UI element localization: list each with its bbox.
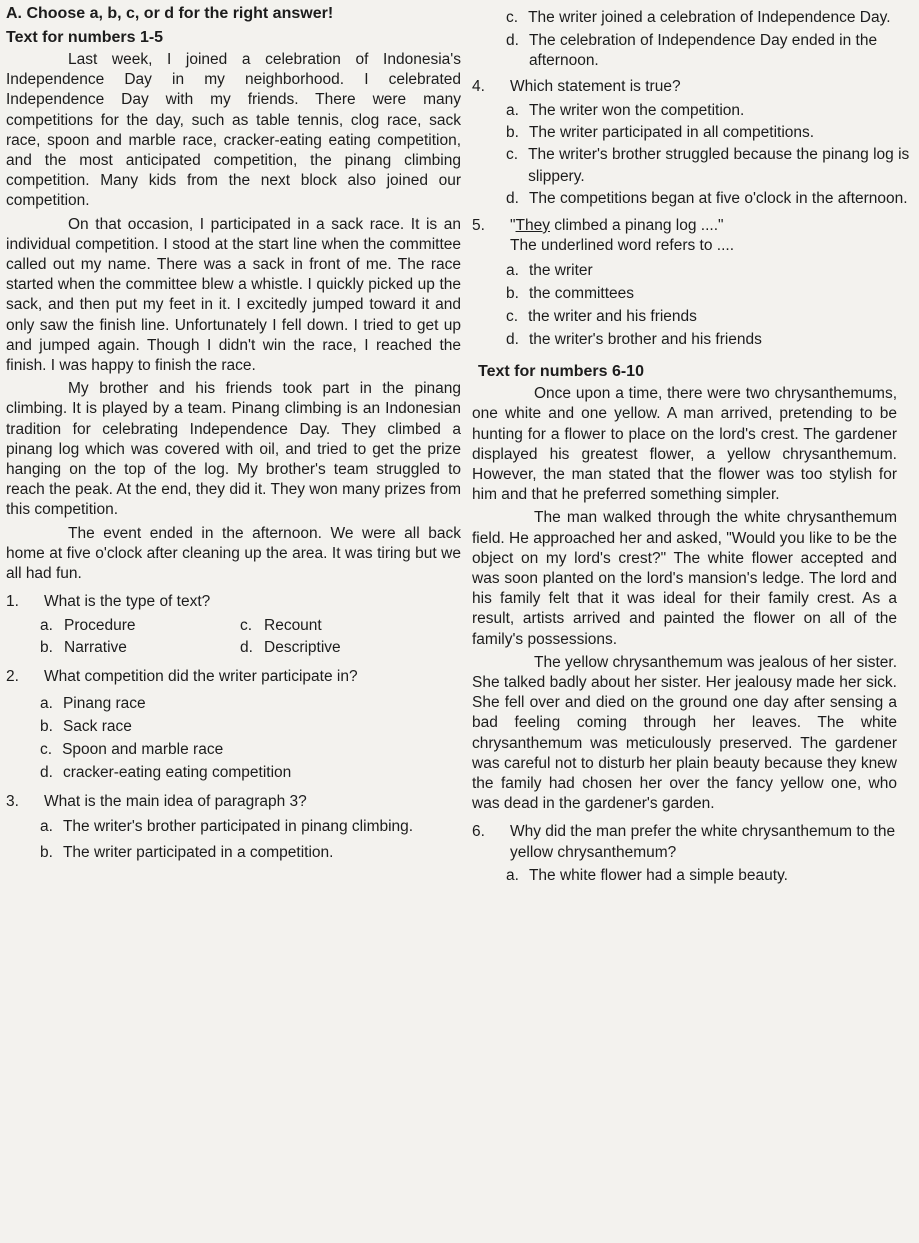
q5-option-c[interactable]: c. the writer and his friends — [506, 308, 697, 326]
q6-text: Why did the man prefer the white chrysanthemum to the yellow chrysanthemum? — [510, 823, 896, 861]
q1-option-b[interactable]: b. Narrative — [40, 639, 127, 657]
q5-option-d[interactable]: d. the writer's brother and his friends — [506, 331, 762, 349]
text1-paragraph-3: My brother and his friends took part in the pinang climbing. It is played by a team. Pinang climbing is an Indonesian tradition for celebrating Independence Day. They climbed a pinang log which was covered with oil, and tried to get the prize hanging on the top of the log. My brother's team struggled to reach the peak. At the end, they did it. They won many prizes from this competition. — [6, 380, 461, 519]
text1-heading: Text for numbers 1-5 — [6, 29, 164, 46]
q5-option-a[interactable]: a. the writer — [506, 262, 593, 280]
q5-text: "They climbed a pinang log ...." The underlined word refers to .... — [510, 216, 735, 255]
q5-number: 5. — [472, 216, 485, 234]
q3-option-b[interactable]: b. The writer participated in a competition. — [40, 843, 334, 861]
section-title: A. Choose a, b, c, or d for the right answer! — [6, 5, 334, 22]
q3-number: 3. — [6, 792, 19, 810]
q6-number: 6. — [472, 823, 485, 841]
text2-paragraph-3: The yellow chrysanthemum was jealous of her sister. She talked badly about her sister. Her jealousy made her sick. She fell over and died on the ground one day after sensing a bad feeling coming through her leaves. The white chrysanthemum was meticulously preserved. The gardener was careful not to disturb her plain beauty because they knew the family had chosen her over the fancy yellow one, who was dead in the gardener's garden. — [472, 653, 897, 813]
q2-number: 2. — [6, 668, 19, 686]
left-column — [6, 0, 461, 864]
question-2 — [6, 667, 461, 783]
text2-paragraph-1: Once upon a time, there were two chrysanthemums, one white and one yellow. A man arrived, pretending to be hunting for a flower to place on the lord's crest. The gardener displayed his greatest flower, a yellow chrysanthemum. However, the man stated that the flower was too stylish for him and that he preferred something simpler. — [472, 385, 897, 504]
q4-option-d[interactable]: d. The competitions began at five o'clock in the afternoon. — [506, 189, 908, 207]
q4-number: 4. — [472, 77, 485, 95]
q1-option-c[interactable]: c. Recount — [240, 617, 322, 635]
q1-number: 1. — [6, 593, 19, 611]
text1-paragraph-1: Last week, I joined a celebration of Indonesia's Independence Day in my neighborhood. I celebrated Independence Day with my friends. There were many competitions for the day, such as table tennis, clog race, sack race, spoon and marble race, cracker-eating eating competition, and the most anticipated competition, the pinang climbing competition. Many kids from the next block also joined our competition. — [6, 51, 461, 210]
q4-text: Which statement is true? — [510, 77, 681, 95]
q2-option-b[interactable]: b. Sack race — [40, 717, 132, 735]
text2-heading: Text for numbers 6-10 — [478, 363, 644, 381]
q5-underlined-word: They — [515, 216, 550, 234]
q4-option-b[interactable]: b. The writer participated in all competitions. — [506, 123, 815, 141]
q2-option-a[interactable]: a. Pinang race — [40, 694, 146, 712]
text1-paragraph-2: On that occasion, I participated in a sack race. It is an individual competition. I stood at the start line when the committee called out my name. There was a sack in front of me. The race started when the committee blew a whistle. I quickly picked up the sack, and then put my feet in it. I excitedly jumped toward it and only saw the finish line. Unfortunately I fell down. I tried to get up and jumped again. Though I didn't win the race, I reached the finish. I was happy to finish the race. — [6, 215, 461, 375]
q4-option-a[interactable]: a. The writer won the competition. — [506, 101, 745, 119]
text1-paragraph-4: The event ended in the afternoon. We were all back home at five o'clock after cleaning up the area. It was tiring but we all had fun. — [6, 524, 461, 583]
question-4 — [472, 77, 919, 210]
q3-option-c[interactable]: c. The writer joined a celebration of Independence Day. — [506, 9, 891, 26]
q2-option-d[interactable]: d. cracker-eating eating competition — [40, 763, 292, 781]
q1-option-a[interactable]: a. Procedure — [40, 617, 136, 635]
text2-paragraph-2: The man walked through the white chrysanthemum field. He approached her and asked, "Would you like to be the object on my lord's crest?" The white flower accepted and was soon planted on the lord's mansion's ledge. The lord and his family felt that it was ideal for their family crest. As a result, artists arrived and painted the flower on all of the family's possessions. — [472, 509, 897, 648]
q2-option-c[interactable]: c. Spoon and marble race — [40, 740, 224, 758]
q1-text: What is the type of text? — [44, 593, 211, 611]
q3-text: What is the main idea of paragraph 3? — [44, 792, 307, 810]
q2-text: What competition did the writer participate in? — [44, 668, 358, 686]
right-column — [472, 0, 919, 886]
question-3 — [6, 792, 461, 864]
question-6 — [472, 822, 897, 886]
question-5 — [472, 216, 919, 351]
q6-option-a[interactable]: a. The white flower had a simple beauty. — [506, 866, 788, 884]
q3-option-d[interactable]: d. The celebration of Independence Day ended in the afternoon. — [506, 32, 878, 70]
question-1 — [6, 592, 461, 659]
q3-option-a[interactable]: a. The writer's brother participated in pinang climbing. — [40, 817, 414, 835]
q4-option-c[interactable]: c. The writer's brother struggled because the pinang log is slippery. — [506, 145, 910, 185]
q1-option-d[interactable]: d. Descriptive — [240, 639, 341, 657]
q5-option-b[interactable]: b. the committees — [506, 285, 635, 303]
